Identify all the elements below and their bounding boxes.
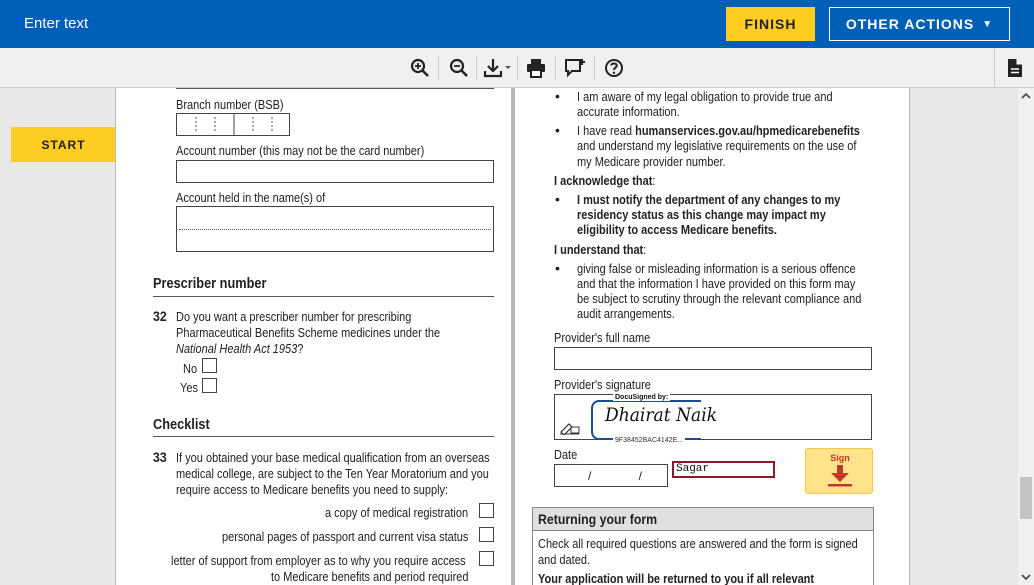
provider-name-field[interactable] [554, 347, 872, 370]
toolbar-separator [594, 56, 595, 80]
declaration-text: accurate information. [577, 105, 680, 119]
comment-icon[interactable] [561, 54, 589, 82]
return-instruction: and dated. [538, 553, 591, 567]
document-icon[interactable] [994, 48, 1034, 88]
account-held-field[interactable] [176, 206, 494, 252]
understand-heading [554, 243, 646, 258]
other-actions-button[interactable] [829, 7, 1010, 41]
return-instruction: Check all required questions are answered and the form is signed [538, 537, 858, 551]
vertical-scrollbar[interactable] [1018, 88, 1034, 585]
toolbar-separator [517, 56, 518, 80]
declaration-text: audit arrangements. [577, 307, 675, 321]
account-held-label: Account held in the name(s) of [176, 191, 326, 205]
question-33-text: require access to Medicare benefits you need to supply: [176, 483, 449, 497]
toolbar-separator [555, 56, 556, 80]
account-number-field[interactable] [176, 160, 494, 183]
download-arrow-icon [825, 465, 855, 492]
no-label: No [183, 362, 198, 376]
account-number-label: Account number (this may not be the card number) [176, 144, 425, 158]
toolbar-separator [438, 56, 439, 80]
provider-name-label: Provider's full name [554, 331, 651, 345]
website-link: humanservices.gov.au/hpmedicarebenefits [635, 124, 860, 138]
scroll-down-icon[interactable] [1018, 569, 1034, 585]
act-name: National Health Act 1953 [176, 342, 298, 356]
yes-checkbox[interactable] [202, 378, 217, 393]
checklist-item-checkbox[interactable] [479, 527, 494, 542]
returning-form-section [532, 507, 874, 585]
checklist-item-label: letter of support from employer as to why you require access [171, 554, 466, 568]
checklist-item-label: a copy of medical registration [325, 506, 469, 520]
help-icon[interactable] [600, 54, 628, 82]
declaration-text: and that the information I have provided on this form may [577, 277, 856, 291]
checklist-heading: Checklist [153, 417, 210, 433]
caret-down-icon: ▼ [982, 18, 994, 30]
scrollbar-thumb[interactable] [1020, 477, 1032, 519]
zoom-out-icon[interactable] [445, 54, 473, 82]
returning-form-heading: Returning your form [538, 511, 658, 527]
declaration-text-prefix: I have read [577, 124, 636, 138]
pen-icon [559, 421, 581, 440]
provider-signature-field[interactable] [554, 394, 872, 444]
document-page [115, 88, 910, 585]
no-checkbox[interactable] [202, 358, 217, 373]
declaration-text: eligibility to access Medicare benefits. [577, 223, 777, 237]
acknowledge-heading [554, 174, 655, 189]
download-icon[interactable] [481, 54, 515, 82]
branch-number-field[interactable] [176, 113, 290, 136]
declaration-text: residency status as this change may impact my [577, 208, 826, 222]
print-icon[interactable] [522, 54, 550, 82]
bullet: • [555, 191, 560, 207]
date-value: / / [588, 469, 665, 483]
bullet: • [555, 260, 560, 276]
checklist-item-label: personal pages of passport and current visa status [222, 530, 469, 544]
provider-signature-label: Provider's signature [554, 378, 651, 392]
branch-number-label: Branch number (BSB) [176, 98, 284, 112]
returning-form-header [533, 508, 873, 531]
section-rule [153, 436, 494, 437]
return-instruction: Your application will be returned to you if all relevant [538, 572, 815, 585]
question-32-text: Do you want a prescriber number for prescribing [176, 310, 412, 324]
scroll-up-icon[interactable] [1018, 88, 1034, 104]
field-dotted-divider [179, 229, 491, 230]
field-edge [176, 88, 494, 89]
declaration-text: I am aware of my legal obligation to provide true and [577, 90, 833, 104]
understand-bold: I understand that [554, 243, 644, 257]
declaration-text: I must notify the department of any changes to my [577, 193, 841, 207]
column-divider [511, 88, 515, 585]
yes-label: Yes [180, 381, 198, 395]
checklist-item-label: to Medicare benefits and period required [271, 570, 469, 584]
question-32-number: 32 [153, 308, 167, 324]
understand-colon: : [643, 243, 647, 257]
question-32-text [176, 342, 303, 357]
section-rule [153, 296, 494, 297]
checklist-item-checkbox[interactable] [479, 551, 494, 566]
question-33-text: If you obtained your base medical qualification from an overseas [176, 451, 490, 465]
date-label: Date [554, 448, 578, 462]
text-input-field[interactable]: Sagar [672, 461, 775, 478]
signature-text: Dhairat Naik [605, 404, 718, 426]
envelope-id: 9F38452BAC4142E... [615, 437, 684, 444]
bullet: • [555, 122, 560, 138]
declaration-text: my Medicare provider number. [577, 155, 726, 169]
finish-button[interactable]: FINISH [726, 7, 815, 41]
document-title[interactable]: Enter text [24, 15, 89, 32]
sign-label: Sign [830, 453, 850, 463]
checklist-item-checkbox[interactable] [479, 503, 494, 518]
declaration-text: and understand my legislative requirements on the use of [577, 139, 857, 153]
branch-digit-dividers [177, 114, 289, 135]
toolbar-separator [476, 56, 477, 80]
question-33-text: medical college, are subject to the Ten Year Moratorium and you [176, 467, 489, 481]
acknowledge-bold: I acknowledge that [554, 174, 653, 188]
viewer-toolbar [0, 48, 1034, 88]
declaration-text: giving false or misleading information is a serious offence [577, 262, 856, 276]
date-field[interactable] [554, 464, 668, 487]
declaration-text: be subject to scrutiny through the relevant compliance and [577, 292, 862, 306]
other-actions-label: OTHER ACTIONS [845, 16, 975, 32]
question-33-number: 33 [153, 449, 167, 465]
question-32-text: Pharmaceutical Benefits Scheme medicines under the [176, 326, 441, 340]
docusigned-by-label: DocuSigned by: [615, 394, 669, 401]
start-button[interactable]: START [11, 127, 116, 162]
sign-button[interactable] [805, 448, 873, 494]
declaration-text [577, 124, 860, 139]
prescriber-number-heading: Prescriber number [153, 276, 267, 292]
top-bar [0, 0, 1034, 48]
zoom-in-icon[interactable] [406, 54, 434, 82]
question-mark: ? [297, 342, 304, 356]
acknowledge-colon: : [652, 174, 656, 188]
bullet: • [555, 88, 560, 104]
document-viewer[interactable] [0, 88, 1018, 585]
